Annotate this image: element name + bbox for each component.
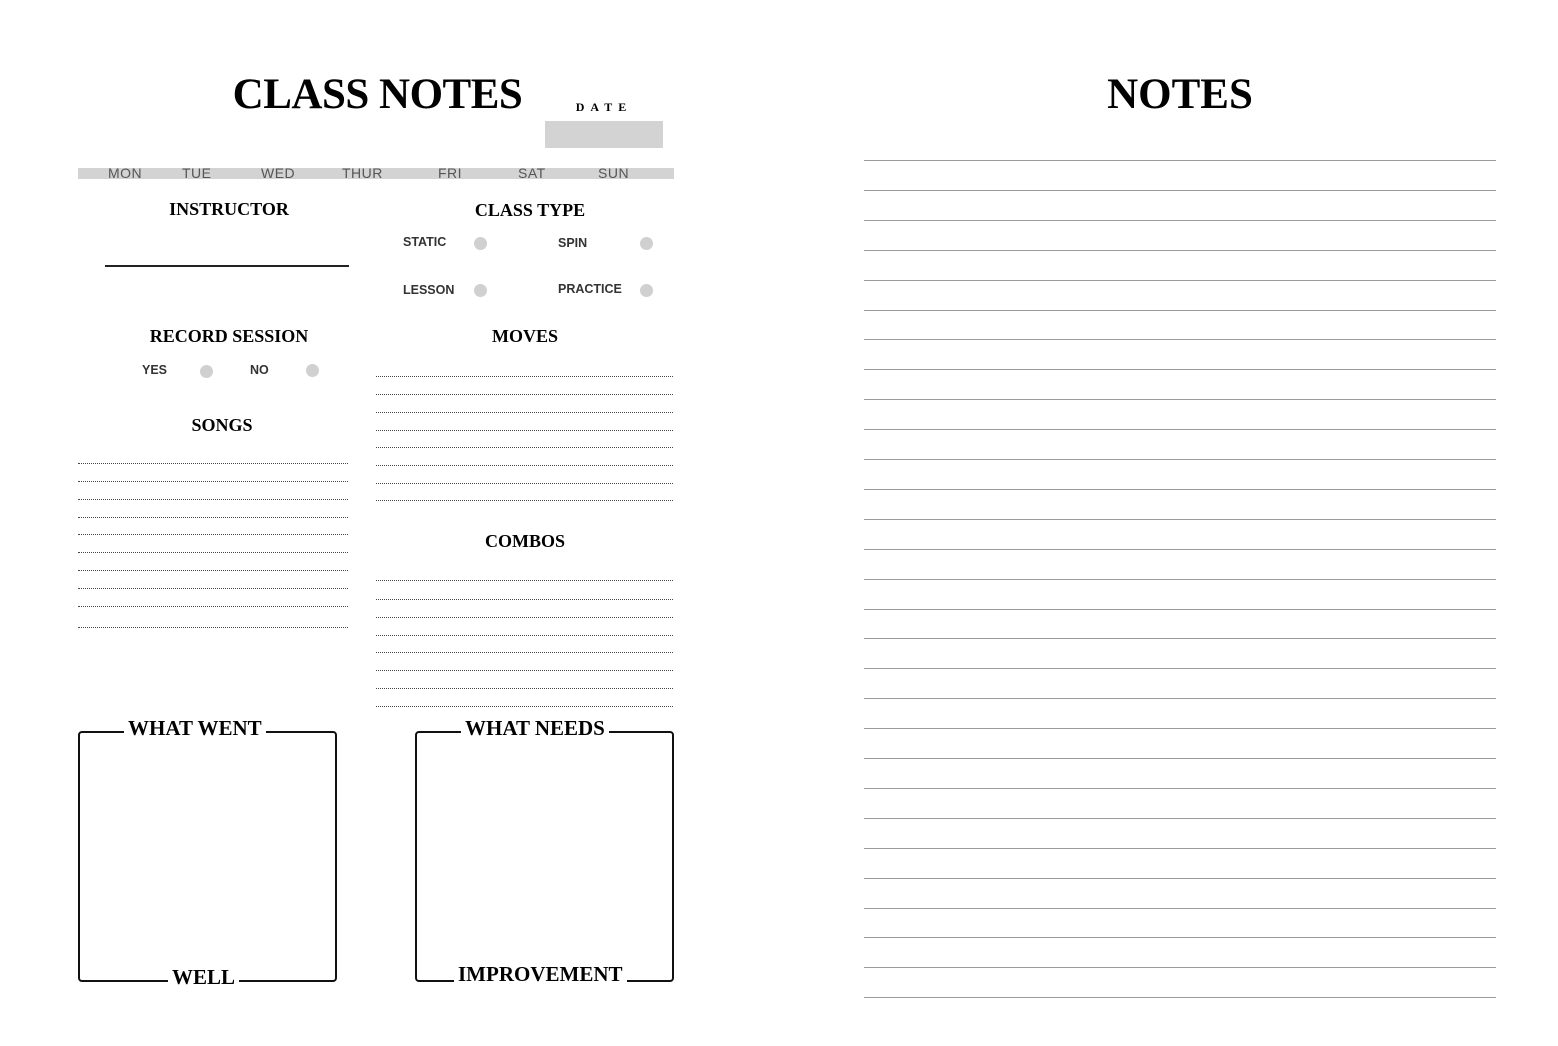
notes-title: NOTES [1107, 71, 1253, 118]
songs-line[interactable] [78, 606, 348, 607]
date-label: DATE [575, 100, 633, 114]
notes-line[interactable] [864, 310, 1496, 311]
option-lesson-radio[interactable] [474, 284, 487, 297]
combos-line[interactable] [376, 652, 673, 653]
notes-line[interactable] [864, 937, 1496, 938]
option-yes-radio[interactable] [200, 365, 213, 378]
notes-line[interactable] [864, 549, 1496, 550]
notes-line[interactable] [864, 579, 1496, 580]
notes-line[interactable] [864, 758, 1496, 759]
option-practice-radio[interactable] [640, 284, 653, 297]
notes-line[interactable] [864, 369, 1496, 370]
combos-line[interactable] [376, 706, 673, 707]
notes-line[interactable] [864, 339, 1496, 340]
songs-line[interactable] [78, 627, 348, 628]
combos-line[interactable] [376, 635, 673, 636]
notes-line[interactable] [864, 489, 1496, 490]
what-needs-improvement-box[interactable] [415, 731, 674, 982]
notes-line[interactable] [864, 280, 1496, 281]
songs-line[interactable] [78, 588, 348, 589]
moves-line[interactable] [376, 447, 673, 448]
option-spin-radio[interactable] [640, 237, 653, 250]
notes-line[interactable] [864, 908, 1496, 909]
instructor-heading: INSTRUCTOR [169, 199, 289, 219]
instructor-field[interactable] [105, 265, 349, 267]
moves-line[interactable] [376, 430, 673, 431]
day-tue[interactable]: TUE [182, 165, 212, 181]
notes-line[interactable] [864, 160, 1496, 161]
moves-line[interactable] [376, 465, 673, 466]
option-no-radio[interactable] [306, 364, 319, 377]
notes-line[interactable] [864, 848, 1496, 849]
notes-line[interactable] [864, 250, 1496, 251]
notes-line[interactable] [864, 668, 1496, 669]
notes-line[interactable] [864, 609, 1496, 610]
notes-line[interactable] [864, 967, 1496, 968]
combos-line[interactable] [376, 688, 673, 689]
what-went-well-top-label: WHAT WENT [124, 716, 266, 741]
day-sat[interactable]: SAT [518, 165, 546, 181]
day-sun[interactable]: SUN [598, 165, 630, 181]
notes-line[interactable] [864, 788, 1496, 789]
day-thur[interactable]: THUR [342, 165, 383, 181]
moves-line[interactable] [376, 483, 673, 484]
songs-heading: SONGS [191, 415, 253, 435]
songs-line[interactable] [78, 570, 348, 571]
option-static-radio[interactable] [474, 237, 487, 250]
songs-line[interactable] [78, 517, 348, 518]
day-wed[interactable]: WED [261, 165, 296, 181]
class-type-heading: CLASS TYPE [474, 200, 586, 220]
combos-line[interactable] [376, 580, 673, 581]
songs-line[interactable] [78, 499, 348, 500]
notes-line[interactable] [864, 399, 1496, 400]
option-static-label: STATIC [403, 235, 447, 249]
songs-line[interactable] [78, 534, 348, 535]
combos-heading: COMBOS [484, 531, 565, 551]
combos-line[interactable] [376, 617, 673, 618]
notes-line[interactable] [864, 997, 1496, 998]
option-spin-label: SPIN [558, 236, 588, 250]
what-went-well-box[interactable] [78, 731, 337, 982]
day-mon[interactable]: MON [108, 165, 143, 181]
combos-line[interactable] [376, 670, 673, 671]
notes-line[interactable] [864, 638, 1496, 639]
notes-line[interactable] [864, 459, 1496, 460]
songs-line[interactable] [78, 481, 348, 482]
record-session-heading: RECORD SESSION [149, 326, 309, 346]
moves-line[interactable] [376, 412, 673, 413]
what-needs-improvement-top-label: WHAT NEEDS [461, 716, 609, 741]
moves-line[interactable] [376, 376, 673, 377]
notes-line[interactable] [864, 728, 1496, 729]
songs-line[interactable] [78, 552, 348, 553]
notes-line[interactable] [864, 190, 1496, 191]
option-practice-label: PRACTICE [558, 282, 622, 296]
notes-line[interactable] [864, 878, 1496, 879]
what-needs-improvement-bottom-label: IMPROVEMENT [454, 962, 627, 987]
option-lesson-label: LESSON [403, 283, 455, 297]
notes-line[interactable] [864, 698, 1496, 699]
what-went-well-bottom-label: WELL [168, 965, 239, 990]
notes-line[interactable] [864, 818, 1496, 819]
page-title: CLASS NOTES [232, 71, 523, 118]
option-no-label: NO [250, 363, 269, 377]
date-field[interactable] [545, 121, 663, 148]
notes-line[interactable] [864, 519, 1496, 520]
notes-line[interactable] [864, 220, 1496, 221]
moves-line[interactable] [376, 500, 673, 501]
combos-line[interactable] [376, 599, 673, 600]
moves-heading: MOVES [491, 326, 558, 346]
notes-line[interactable] [864, 429, 1496, 430]
day-fri[interactable]: FRI [438, 165, 463, 181]
option-yes-label: YES [142, 363, 168, 377]
songs-line[interactable] [78, 463, 348, 464]
moves-line[interactable] [376, 394, 673, 395]
